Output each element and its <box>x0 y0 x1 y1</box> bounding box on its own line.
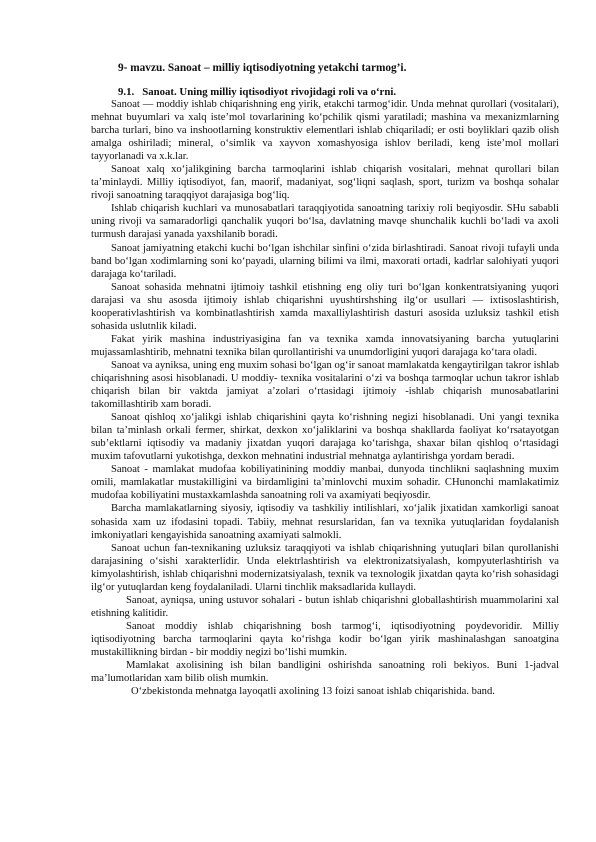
paragraph: Fakat yirik mashina industriyasigina fan va texnika xamda innovatsiyaning barcha yutuqlarini mujassamlashtirib, mehnatni texnika bilan qurollantirishi va unumdorligini yuqori darajaga koʻtara oladi. <box>91 333 559 358</box>
section-title: Sanoat. Uning milliy iqtisodiyot rivojidagi roli va oʻrni. <box>142 86 397 98</box>
paragraph: Sanoat, ayniqsa, uning ustuvor sohalari - butun ishlab chiqarishni globallashtirish muammolarini xal etishning kalitidir. <box>91 594 559 619</box>
topic-title: 9- mavzu. Sanoat – milliy iqtisodiyotning yetakchi tarmog’i. <box>118 62 407 74</box>
paragraph: Sanoat va ayniksa, uning eng muxim sohasi boʻlgan ogʻir sanoat mamlakatda kengaytirilgan takror ishlab chiqarishning asosi hisoblanadi. U moddiy- texnika vositalarini oʻzi va boshqa tarmoqlar uchun takror ishlab chiqarish bilan bir vaktda jamiyat a’zolari oʻrtasidagi ijtimoiy -ishlab chiqarish munosabatlarini takomillashtirib xam boradi. <box>91 359 559 411</box>
paragraph: Sanoat — moddiy ishlab chiqarishning eng yirik, etakchi tarmogʻidir. Unda mehnat qurollari (vositalari), mehnat buyumlari va xalq iste’mol tovarlarining koʻpchilik qismi yaratiladi; mashina va mexanizmlarning barcha turlari, bino va inshootlarning konstruktiv elementlari ishlab chiqariladi; er osti boyliklari qazib olish amalga oshiriladi; mineral, oʻsimlik va xayvon xomashyosiga ishlov beriladi, keng iste’mol mollari tayyorlanadi va x.k.lar. <box>91 99 559 163</box>
paragraph: Sanoat sohasida mehnatni ijtimoiy tashkil etishning eng oliy turi boʻlgan konkentratsiyaning yuqori darajasi va shu asosda ijtimoiy ishlab chiqarishni uyushtirshshing ilgʻor usullari — ixtisoslashtirish, kooperativlashtirish va kombinatlashtirish xamda maxalliylashtirish dasturi asosida uzluksiz tashkil etish sohasida uslutnlik kiladi. <box>91 281 559 332</box>
document-body <box>91 98 559 698</box>
paragraph: Ishlab chiqarish kuchlari va munosabatlari taraqqiyotida sanoatning tarixiy roli beqiyosdir. SHu sababli uning rivoji va samaradorligi qanchalik yuqori boʻlsa, davlatning mavqe shunchalik kuchli boʻladi va axoli turmush darajasi yanada yaxshilanib boradi. <box>91 203 559 241</box>
paragraph: Sanoat - mamlakat mudofaa kobiliyatinining moddiy manbai, dunyoda tinchlikni saqlashning muxim omili, mamlakatlar mustakilligini va birdamligini ta’minlovchi muxim sohadir. CHunonchi mamlakatimiz mudofaa kobiliyatini mustaxkamlashda sanoatning roli va axamiyati beqiyosdir. <box>91 464 559 502</box>
paragraph: Sanoat jamiyatning etakchi kuchi boʻlgan ishchilar sinfini oʻzida birlashtiradi. Sanoat rivoji tufayli unda band boʻlgan xodimlarning soni koʻpayadi, ularning bilimi va ilmi, maxorati ortadi, kadrlar salohiyati yuqori darajaga koʻtariladi. <box>91 242 559 280</box>
paragraph: Sanoat moddiy ishlab chiqarishning bosh tarmogʻi, iqtisodiyotning poydevoridir. Milliy iqtisodiyotning barcha tarmoqlarini qayta koʻrishga kodir boʻlgan yirik mashinalashgan sanoatgina mustakillikning birdan - bir moddiy negizi boʻlishi mumkin. <box>91 620 559 658</box>
paragraph: Barcha mamlakatlarning siyosiy, iqtisodiy va tashkiliy intilishlari, xoʻjalik jixatidan xamkorligi sanoat sohasida xam uz ifodasini topadi. Tabiiy, mehnat resurslaridan, fan va texnika yutuqlaridan foydalanish imkoniyatlari kengayishida sanoatning axamiyati salmokli. <box>91 503 559 541</box>
section-number: 9.1. <box>118 86 135 98</box>
paragraph: Sanoat qishloq xoʻjalikgi ishlab chiqarishini qayta koʻrishning negizi hisoblanadi. Uni yangi texnika bilan ta’minlash orkali fermer, shirkat, dexkon xoʻjaliklarini va boshqa shakllarda faoliyat koʻrsatayotgan sub’ektlarni iqtisodiy va madaniy jixatdan yuqori darajaga koʻtarishga, shaxar bilan qishloq oʻrtasidagi muxim tafovutlarni yukotishga, dexkon mehnatini industrial mehnatga aylantirishga yordam beradi. <box>91 412 559 463</box>
paragraph: Sanoat uchun fan-texnikaning uzluksiz taraqqiyoti va ishlab chiqarishning yutuqlari bilan qurollanishi darajasining oʻsishi xarakterlidir. Unda elektrlashtirish va elektronizatsiyalash, kompyuterlashtirish va kimyolashtirish, ishlab chiqarishni modernizatsiyalash, texnik va texnologik jixatdan qayta koʻrish sohasidagi ilgʻor yutuqlardan keng foydalaniladi. Ularni tinchlik maksadlarida kullaydi. <box>91 542 559 593</box>
section-heading <box>118 86 396 98</box>
paragraph: Oʻzbekistonda mehnatga layoqatli axolining 13 foizi sanoat ishlab chiqarishida. band. <box>131 686 495 698</box>
paragraph: Sanoat xalq xoʻjalikgining barcha tarmoqlarini ishlab chiqarish vositalari, mehnat qurollari bilan ta’minlaydi. Milliy iqtisodiyot, fan, maorif, madaniyat, sogʻliqni saqlash, sport, turizm va boshqa sohalar rivoji sanoatning taraqqiyot darajasiga bogʻliq. <box>91 164 559 202</box>
paragraph: Mamlakat axolisining ish bilan bandligini oshirishda sanoatning roli bekiyos. Buni 1-jadval ma’lumotlaridan xam bilib olish mumkin. <box>91 660 559 685</box>
